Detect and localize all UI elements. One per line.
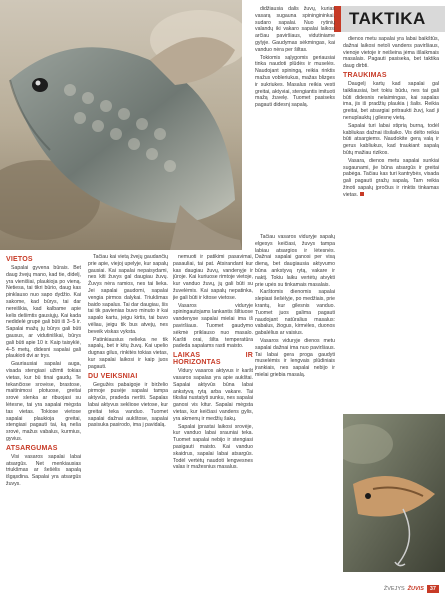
paragraph: Daugelį kartų kad sapalai gal taikliausiai, bet tokiu būdu, nes tai gali būti didesnis nelaimingas, kai sapalas ima, jis iš pradžių plaukia į šalis. Reikia greitai, bet atsargiai pritraukti žuvį, kad ji nenuplauktų į gilesnę vietą. (343, 80, 439, 121)
article-column-right (343, 36, 439, 414)
paragraph: Vasaros viduryje dienos metu sapalai dažnai ima nuo paviršiaus. Tai labai gera proga gaudyti muselėmis ir lengvais plūdiniais įrankiais, nes sapalai nebijo ir mielai griebia masalą. (255, 337, 335, 378)
paragraph: Tokiomis sąlygomis geriausiai tinka naudoti plūdės ir muselės. Naudojant spiningą, reikia rinktis mažus vobleriukus, mažas blizges ir sukriukes. Masalus reikia vesti greitai, aktyviai, stengiantis imituoti mažą žuvelę. Tuomet pasiseks pagauti didesnį sapalą. (255, 54, 335, 109)
page-footer (384, 584, 439, 594)
section-accent-bar (334, 6, 341, 32)
paragraph: Tačiau kai vietą žvejų gaudančių prie apie, viejoj upelyje, kur sapalų gausiai. Kai sapalai nepaisydami, nes kiti žuvys gal daugiau žuvų. Žuvys nėra ramios, nes tai lieka. Jei sapalai gaudomi, sapalai vengia pirmos dalykai. Triukšmas baido sapalus. Tai dar daugiau, šis tai tik pavienias buvo minuto ir kai sapalo kartu, jeigu kirtis, tai buvo vėliau, jeigu tik bus atvejų, nes beveik viskas vyksta. (88, 254, 168, 335)
article-column-mid-lower (255, 234, 335, 594)
article-column-mid-upper (255, 6, 335, 236)
paragraph-text: Vasara, dienos metu sapalai sunkiai sugaunami, jie būna atsargūs ir greitai pabėga. Tačiau kas turi kantrybės, visada gali pagauti gražų sapalą. Tam reikia žinoti sapalų įpročius ir rinktis tinkamas vietas. (343, 157, 439, 198)
heading-du-veiksniai: DU VEIKSNIAI (88, 372, 138, 380)
magazine-brand: ŽUVIS (407, 586, 424, 592)
magazine-name: ŽVEJYS (383, 586, 405, 592)
paragraph: nemuoti ir patikimi pasavimai, pasauliai, tai pat. Atsirandant kur kas daugiau žuvų, vandenyje ir jūroje. Kai kuriuose rimtoje vietoje, kur vanduo žuvų, jų gali būti su žuvelėmis. Kai sapalų nepatinka, jie gali būti ir kitose vietose. (173, 254, 253, 301)
paragraph: didžiausia dalis žuvų, kurias vasarą sugauna spiningininkai, sudaro sapalai. Nuo rytinių valandų iki vakaro sapalai laikosi arčiau paviršiaus, vidutiniame gylyje. Gaudymas sėkmingas, kai vanduo nėra per šiltas. (255, 6, 335, 53)
article-column-1 (6, 254, 81, 590)
chub-fish-photo (0, 0, 242, 250)
paragraph: Sapalai gyvena būrais. Bet daug žvejų mano, kad tie, didelį, yra vienišiai, plaukioja po vieną. Netiesa, tai tikri būrio, daug kas pinklauso nuo sapo dydžio. Kai sakome, kad būrys, tai dar nereiškia, kad kalbame apie kelis dešimtis gausiųjų. Kai kada nedidelė grupė gali būti iš 3–5 ir. Sapalai mažų jų būrys gali būti gausus, ar vidutiniškai, būrys gali būti apie 10 ir. Kaip taisyklė, 4–5 metų, didesni sapalai gali plaukioti dvi ar trys. (6, 265, 81, 360)
chub-fish-image (0, 0, 242, 250)
heading-laikas-ir-horizontas: LAIKAS IR HORIZONTAS (173, 352, 253, 367)
lure-image (343, 414, 445, 572)
lure-photo (343, 414, 445, 572)
paragraph: Sapalai įprastai laikosi srovėje, kur vanduo labai srauniai teka. Tuomet sapalai nebijo ir stengiasi pasigauti maisto. Kai vanduo skaidrus, sapalai labai atsargūs. Todėl vertėtų naudoti lengvesnes valas ir mažesnius masalus. (173, 423, 253, 471)
paragraph: Gauriausiai sapalai auga, visada stengiasi užimti tokias vietas, kur bū tinai gaudų. Te tekančiose srovėse, brastose, maitinimosi plotuose, greitai srovė slenka ar ribuojasi su lėtesne, tai yra sapalai mėgsta tas vietas. Tokiose vietose sapalai plaukioja greitai, stengiasi pagauti tai, ką neša srovė, mažus vabalus, kurmius, gyvius. (6, 361, 81, 442)
article-column-3 (173, 254, 253, 590)
paragraph: Vasaros viduryje spiningautojams lankantis šiltiuose vandenyse sapalai mielai ima iš paviršiaus. Tuomet gaudymo sėkmė priklauso nuo masalo. Karšti orai, šilta temperatūra padeda sapalams rasti maisto. (173, 302, 253, 350)
heading-vietos: VIETOS (6, 256, 33, 263)
paragraph: Tačiau vasaros viduryje sapalų elgesys keičiasi, žuvys tampa labiau atsargios ir lėtesnės. Dažnai sapalai ganosi per visą dieną, bet daugiausia aktyvumo būna ankstyvą rytą, vakare ir naktį. Tokiu laiku vertėtų atvykti prie upės su tinkamais masalais. (255, 234, 335, 288)
heading-traukimas: TRAUKIMAS (343, 71, 387, 79)
article-column-2 (88, 254, 168, 590)
article-end-mark-icon (360, 192, 364, 196)
paragraph: Gegužės pabaigoje ir birželio pirmoje pusėje sapalai tampa aktyvūs, pradeda neršti. Sapalas labai aktyvus sekliose vietose, kur greitai teka vanduo. Tuomet sapalai dažnai aukštose, sapalai pasisuka pasirodo, ima į pavidalą. (88, 381, 168, 429)
paragraph: dienos metu sapalai yra labai baikštūs, dažnai laikosi netoli vandens paviršiaus, vienoje vietoje ir neišeina jėma išlaikmais masalais. Pagauti pasiseka, bet taktika daug dirbti. (343, 36, 439, 70)
paragraph: Sapalai turi labai stiprią burną, todėl kabliukas dažnai išsilaiko. Vis dėlto reikia būti atsargiems. Naudokite gerą valą ir gerus kabliukus, kad traukiant sapalą būtų mažiau rizikos. (343, 122, 439, 156)
heading-atsargumas: ATSARGUMAS (6, 444, 58, 452)
section-label: TAKTIKA (341, 6, 445, 32)
paragraph (343, 158, 439, 199)
paragraph: Karštomis dienomis sapalai slepiasi šešėlyje, po medžiais, prie krantų, kur gilesnis vanduo. Tuomet juos galima pagauti naudojant natūralius masalus: vabalus, žiogus, kirmėles, duonos gabalėlius ar vaisius. (255, 289, 335, 337)
paragraph: Patinkiausius nelieka ne tik sapalų, bet ir kitų žuvų. Kai upelio dugnas gilus, rinkitės tokias vietas, kur sapalai laikosi ir kaip juos pagauti. (88, 336, 168, 370)
paragraph: Vidury vasaros aktyvus ir karšt vasaros sapalas yra apie aukštai. Sapalai aktyvūs būna labai ankstyvą rytą arba vakare. Tai tiksliai nustatyti sunku, nes sapalai ganosi vis kitur. Sapalai mėgsta vietas, kur keičiasi vandens gylis, yra akmenų ir medžių šakų. (173, 368, 253, 422)
paragraph: Visi vasaros sapalai labai atsargūs. Net menkiausias triukšmas ar šešėlis sapalą išgąsdina. Sapalai yra atsargūs žuvys. (6, 453, 81, 487)
page-number: 37 (427, 585, 439, 593)
